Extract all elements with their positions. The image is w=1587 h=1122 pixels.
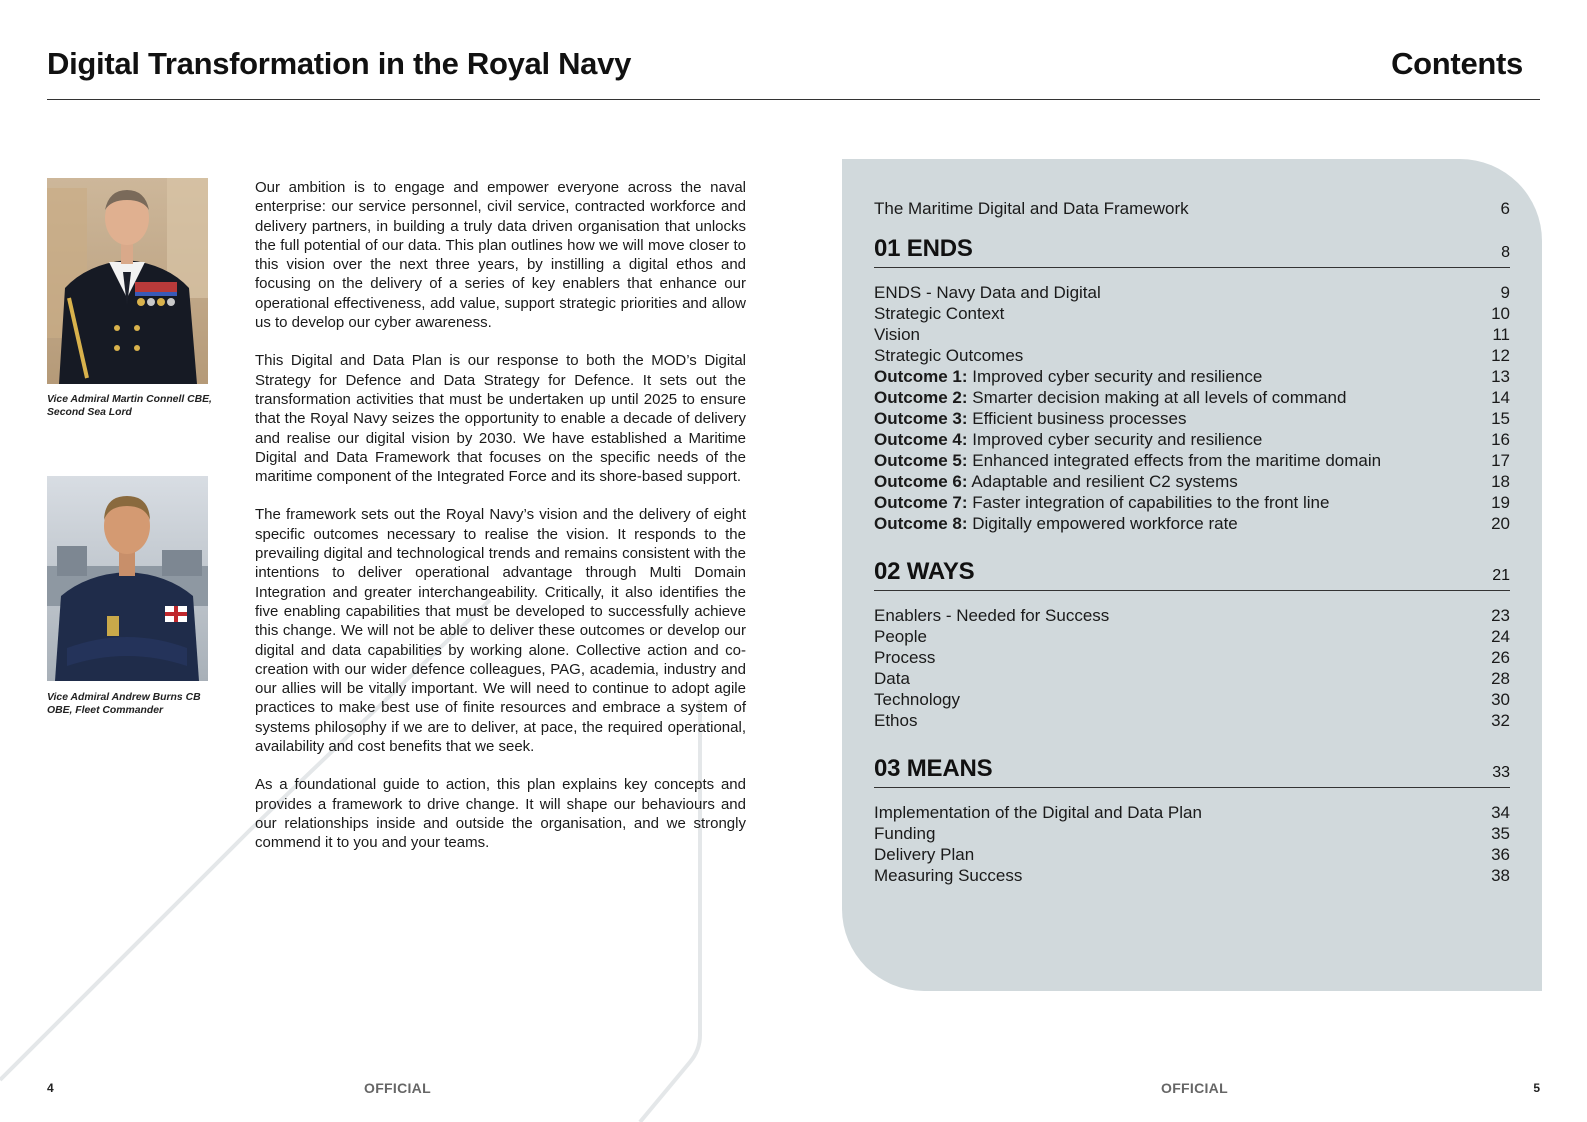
foreword-text: [255, 178, 746, 872]
toc-entry-text: Improved cyber security and resilience: [967, 430, 1263, 449]
toc-entry-page: 16: [1491, 430, 1510, 449]
toc-entry-page: 6: [1500, 199, 1510, 218]
toc-entry[interactable]: [874, 366, 1510, 387]
toc-entry[interactable]: [874, 450, 1510, 471]
toc-entry-page: 18: [1491, 472, 1510, 491]
toc-entry-label: [874, 513, 1238, 534]
toc-entry-page: 15: [1491, 409, 1510, 428]
toc-entry[interactable]: [874, 471, 1510, 492]
toc-entry-label: [874, 802, 1202, 823]
toc-entry-label: [874, 710, 917, 731]
toc-entry-outcome-number: Outcome 4:: [874, 430, 968, 449]
page-title: Digital Transformation in the Royal Navy: [47, 46, 632, 81]
toc-entry-text: People: [874, 627, 927, 646]
header-divider: [47, 99, 1540, 100]
toc-entry[interactable]: [874, 408, 1510, 429]
toc-section-ends[interactable]: [874, 235, 1510, 268]
classification-marking: OFFICIAL: [1161, 1080, 1228, 1096]
toc-entry-text: Vision: [874, 325, 920, 344]
toc-entry-page: 26: [1491, 648, 1510, 667]
toc-section-items: [874, 802, 1510, 886]
page-number-left: 4: [47, 1081, 54, 1095]
toc-entry[interactable]: [874, 324, 1510, 345]
toc-entry-text: Strategic Outcomes: [874, 346, 1024, 365]
toc-entry-text: Enhanced integrated effects from the maritime domain: [967, 451, 1382, 470]
toc-section-items: [874, 282, 1510, 534]
toc-entry-outcome-number: Outcome 2:: [874, 388, 968, 407]
toc-entry-text: ENDS - Navy Data and Digital: [874, 283, 1101, 302]
toc-entry-label: [874, 408, 1186, 429]
toc-entry-outcome-number: Outcome 5:: [874, 451, 968, 470]
toc-entry-label: [874, 324, 920, 345]
toc-entry[interactable]: [874, 605, 1510, 626]
toc-entry-text: Delivery Plan: [874, 845, 975, 864]
toc-section-page: 33: [1492, 764, 1510, 781]
toc-entry-text: Efficient business processes: [967, 409, 1187, 428]
toc-entry-label: [874, 429, 1262, 450]
toc-entry-text: Adaptable and resilient C2 systems: [967, 472, 1238, 491]
toc-entry-label: [874, 668, 910, 689]
toc-entry-page: 28: [1491, 669, 1510, 688]
toc-entry[interactable]: [874, 823, 1510, 844]
toc-entry-outcome-number: Outcome 7:: [874, 493, 968, 512]
toc-entry[interactable]: [874, 647, 1510, 668]
toc-entry-text: Strategic Context: [874, 304, 1005, 323]
toc-entry-label: [874, 823, 935, 844]
foreword-paragraph: This Digital and Data Plan is our response to both the MOD’s Digital Strategy for Defence and Data Strategy for Defence. It sets out the transformation activities that must be undertaken up until 2025 to ensure that the Royal Navy seizes the opportunity to enable a decade of delivery and realise our digital vision by 2030. We have established a Maritime Digital and Data Framework that focuses on the specific needs of the maritime component of the Integrated Force and its shore-based support.: [255, 352, 746, 486]
classification-marking: OFFICIAL: [364, 1080, 431, 1096]
portrait-caption: Vice Admiral Martin Connell CBE, Second Sea Lord: [47, 394, 212, 418]
toc-entry-label: [874, 345, 1023, 366]
toc-entry-page: 14: [1491, 388, 1510, 407]
toc-entry-text: Technology: [874, 690, 961, 709]
toc-entry-page: 12: [1491, 346, 1510, 365]
toc-entry[interactable]: [874, 429, 1510, 450]
toc-entry-outcome-number: Outcome 3:: [874, 409, 968, 428]
toc-entry-text: Enablers - Needed for Success: [874, 606, 1110, 625]
toc-entry-page: 38: [1491, 866, 1510, 885]
toc-entry[interactable]: [874, 345, 1510, 366]
toc-entry-page: 9: [1500, 283, 1510, 302]
toc-entry-text: Funding: [874, 824, 936, 843]
toc-entry[interactable]: [874, 689, 1510, 710]
toc-entry-page: 13: [1491, 367, 1510, 386]
toc-entry-label: [874, 626, 927, 647]
toc-entry-page: 20: [1491, 514, 1510, 533]
toc-entry[interactable]: [874, 802, 1510, 823]
portrait-caption: Vice Admiral Andrew Burns CB OBE, Fleet Commander: [47, 692, 201, 716]
toc-entry-label: [874, 865, 1022, 886]
toc-entry-text: Measuring Success: [874, 866, 1023, 885]
foreword-paragraph: Our ambition is to engage and empower everyone across the naval enterprise: our service personnel, civil service, contracted workforce and delivery partners, in building a truly data driven organisation that unlocks the full potential of our data. This plan outlines how we will move closer to this vision over the next three years, by instilling a digital ethos and focusing on the delivery of a series of key enablers that enhance our operational effectiveness, add value, support strategic priorities and allow us to develop our cyber awareness.: [255, 179, 746, 332]
toc-entry-framework[interactable]: [874, 198, 1510, 219]
toc-entry-text: Digitally empowered workforce rate: [967, 514, 1238, 533]
toc-entry[interactable]: [874, 668, 1510, 689]
toc-entry-label: [874, 471, 1238, 492]
toc-entry[interactable]: [874, 303, 1510, 324]
toc-entry-label: [874, 303, 1004, 324]
portrait-second-sea-lord: [47, 178, 208, 384]
table-of-contents: [874, 159, 1510, 886]
toc-entry-text: Implementation of the Digital and Data Plan: [874, 803, 1202, 822]
toc-entry-page: 32: [1491, 711, 1510, 730]
toc-entry-label: [874, 450, 1381, 471]
toc-entry-label: [874, 689, 960, 710]
toc-entry-text: Data: [874, 669, 910, 688]
toc-section-heading: 03 MEANS: [874, 755, 993, 782]
toc-entry-text: Smarter decision making at all levels of command: [967, 388, 1347, 407]
contents-panel: [842, 159, 1542, 991]
toc-entry-text: Process: [874, 648, 936, 667]
toc-entry-label: The Maritime Digital and Data Framework: [874, 199, 1189, 218]
toc-entry[interactable]: [874, 513, 1510, 534]
toc-entry-text: Faster integration of capabilities to the front line: [967, 493, 1330, 512]
toc-entry-outcome-number: Outcome 8:: [874, 514, 968, 533]
toc-entry[interactable]: [874, 710, 1510, 731]
toc-entry-label: [874, 844, 974, 865]
toc-entry-label: [874, 605, 1109, 626]
foreword-paragraph: The framework sets out the Royal Navy’s vision and the delivery of eight specific outcomes necessary to realise the vision. It responds to the prevailing digital and technological trends and remains consistent with the intentions to deliver operational advantage through Multi Domain Integration and greater interchangeability. Critically, it also identifies the five enabling capabilities that must be developed to successfully achieve this change. We will not be able to deliver these outcomes or develop our digital and data capabilities by working alone. Collective action and co-creation with our wider defence colleagues, PAG, academia, industry and our allies will be vitally important. We will need to continue to adopt agile practices to make best use of finite resources and embrace a system of systems philosophy if we are to deliver, at pace, the required operational, availability and cost benefits that we seek.: [255, 506, 746, 756]
toc-entry-page: 30: [1491, 690, 1510, 709]
toc-entry-page: 10: [1491, 304, 1510, 323]
toc-entry-page: 19: [1491, 493, 1510, 512]
toc-entry-page: 34: [1491, 803, 1510, 822]
toc-entry-label: [874, 366, 1262, 387]
toc-entry-page: 24: [1491, 627, 1510, 646]
toc-entry-text: Improved cyber security and resilience: [967, 367, 1263, 386]
toc-section-items: [874, 605, 1510, 731]
toc-section-heading: 01 ENDS: [874, 235, 973, 262]
toc-entry-page: 17: [1491, 451, 1510, 470]
toc-section-ways[interactable]: [874, 558, 1510, 591]
toc-entry-text: Ethos: [874, 711, 918, 730]
toc-entry[interactable]: [874, 844, 1510, 865]
toc-entry-label: [874, 492, 1329, 513]
toc-section-page: 8: [1501, 244, 1510, 261]
contents-heading: Contents: [1391, 46, 1523, 81]
toc-entry-label: [874, 387, 1346, 408]
toc-section-page: 21: [1492, 567, 1510, 584]
toc-entry-page: 35: [1491, 824, 1510, 843]
toc-entry[interactable]: [874, 387, 1510, 408]
toc-entry[interactable]: [874, 492, 1510, 513]
toc-entry-page: 23: [1491, 606, 1510, 625]
toc-entry-outcome-number: Outcome 6:: [874, 472, 968, 491]
toc-entry[interactable]: [874, 626, 1510, 647]
toc-section-heading: 02 WAYS: [874, 558, 975, 585]
toc-entry-outcome-number: Outcome 1:: [874, 367, 968, 386]
page-number-right: 5: [1533, 1081, 1540, 1095]
toc-entry[interactable]: [874, 865, 1510, 886]
portrait-fleet-commander: [47, 476, 208, 681]
foreword-paragraph: As a foundational guide to action, this plan explains key concepts and provides a framework to drive change. It will shape our behaviours and our relationships inside and outside the organisation, and we strongly commend it to you and your teams.: [255, 776, 746, 852]
toc-entry-page: 11: [1492, 325, 1510, 344]
toc-entry-label: [874, 647, 935, 668]
toc-entry[interactable]: [874, 282, 1510, 303]
toc-entry-label: [874, 282, 1101, 303]
toc-section-means[interactable]: [874, 755, 1510, 788]
toc-entry-page: 36: [1491, 845, 1510, 864]
